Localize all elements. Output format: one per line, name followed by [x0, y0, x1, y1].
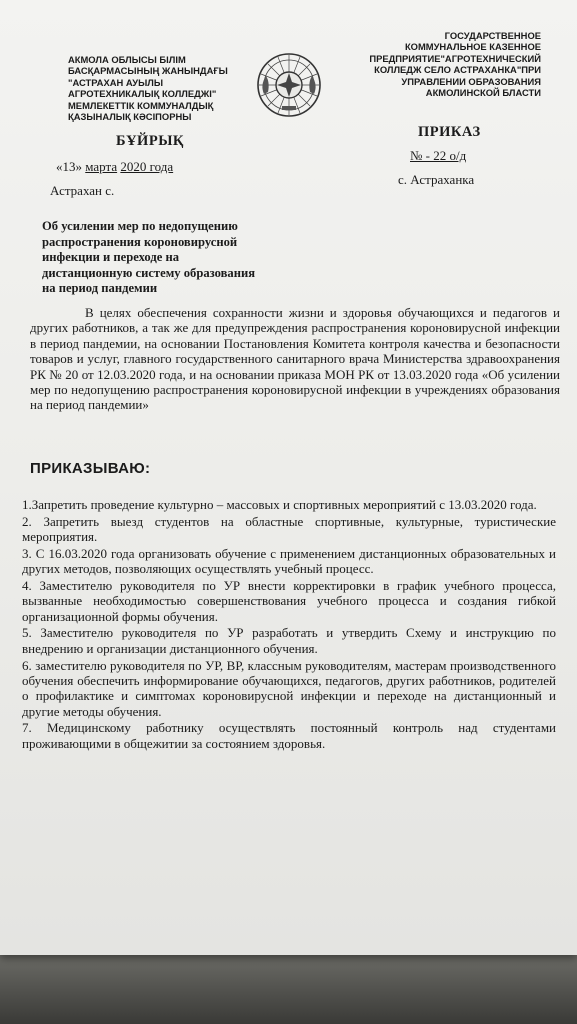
state-emblem-icon [256, 52, 322, 118]
header-left-line: "АСТРАХАН АУЫЛЫ [68, 76, 164, 88]
document-title-russian: ПРИКАЗ [418, 124, 481, 140]
document-title-kazakh: БҰЙРЫҚ [116, 133, 184, 149]
order-items-list [22, 497, 556, 753]
header-left-line: БАСҚАРМАСЫНЫҢ ЖАНЫНДАҒЫ [68, 65, 228, 77]
city-russian: с. Астраханка [398, 172, 475, 187]
header-right-line: КОЛЛЕДЖ СЕЛО АСТРАХАНКА"ПРИ [374, 64, 541, 76]
header-left-line: МЕМЛЕКЕТТІК КОММУНАЛДЫҚ [68, 99, 214, 111]
header-left-line: АГРОТЕХНИКАЛЫҚ КОЛЛЕДЖІ" [68, 88, 217, 100]
order-item: 6. заместителю руководителя по УР, ВР, классным руководителям, мастерам производственного обучения обеспечить информирование обучающихся, педагогов, других работников, родителей о профилактике и симптомах короновирусной инфекции и переходе на дистанционный и другие методы обучения. [22, 657, 556, 719]
date-month: марта [85, 159, 118, 174]
order-item: 4. Заместителю руководителя по УР внести корректировки в график учебного процесса, вызванные необходимостью совершенствования учебного процесса и создания гибкой организационной формы обучения. [22, 577, 556, 624]
header-russian-organization [321, 30, 541, 98]
document-subject [42, 219, 342, 297]
document-number: № - 22 о/д [410, 148, 467, 163]
header-right-line: ГОСУДАРСТВЕННОЕ [444, 30, 541, 41]
header-kazakh-organization [68, 54, 258, 122]
header-right-line: ПРЕДПРИЯТИЕ"АГРОТЕХНИЧЕСКИЙ [369, 52, 541, 64]
order-heading: ПРИКАЗЫВАЮ: [30, 460, 151, 477]
document-date [56, 159, 173, 175]
order-item: 3. С 16.03.2020 года организовать обучение с применением дистанционных образовательных и других методов, позволяющих осуществлять учебный процесс. [22, 545, 556, 577]
header-left-line: АКМОЛА ОБЛЫСЫ БІЛІМ [68, 54, 186, 65]
header-right-line: КОММУНАЛЬНОЕ КАЗЕННОЕ [404, 41, 541, 53]
subject-line: Об усилении мер по недопущению [42, 219, 238, 233]
subject-line: инфекции и переходе на [42, 250, 179, 265]
paper-bottom-edge [0, 955, 577, 1024]
order-item: 7. Медицинскому работнику осуществлять постоянный контроль над студентами проживающими в общежитии за состоянием здоровья. [22, 720, 556, 751]
subject-line: распространения короновирусной [42, 234, 238, 249]
header-right-line: УПРАВЛЕНИИ ОБРАЗОВАНИЯ [401, 75, 541, 87]
header-right-line: АКМОЛИНСКОЙ БЛАСТИ [425, 87, 541, 99]
order-item: 1.Запретить проведение культурно – массовых и спортивных мероприятий с 13.03.2020 года. [22, 497, 537, 512]
order-item: 5. Заместителю руководителя по УР разработать и утвердить Схему и инструкцию по внедрению и организации дистанционного обучения. [22, 625, 556, 656]
city-kazakh: Астрахан с. [50, 183, 115, 198]
date-year: 2020 года [120, 159, 174, 174]
order-item: 2. Запретить выезд студентов на областные спортивные, культурные, туристические мероприятия. [22, 513, 556, 545]
date-day: «13» [56, 159, 82, 174]
header-left-line: ҚАЗЫНАЛЫҚ КӘСІПОРНЫ [68, 111, 192, 123]
subject-line: дистанционную систему образования [42, 265, 256, 280]
preamble-text: В целях обеспечения сохранности жизни и здоровья обучающихся и педагогов и других работников, а так же для предупреждения распространения короновирусной инфекции в период пандемии, на основании Постановления Комитета контроля качества и безопасности товаров и услуг, главного государственного санитарного врача Министерства здравоохранения РК № 20 от 12.03.2020 года, и на основании приказа МОН РК от 13.03.2020 года «Об усилении мер по недопущению распространения короновирусной инфекции в учреждениях образования на период пандемии» [30, 305, 560, 413]
subject-line: на период пандемии [42, 281, 158, 296]
preamble-paragraph [30, 305, 560, 413]
